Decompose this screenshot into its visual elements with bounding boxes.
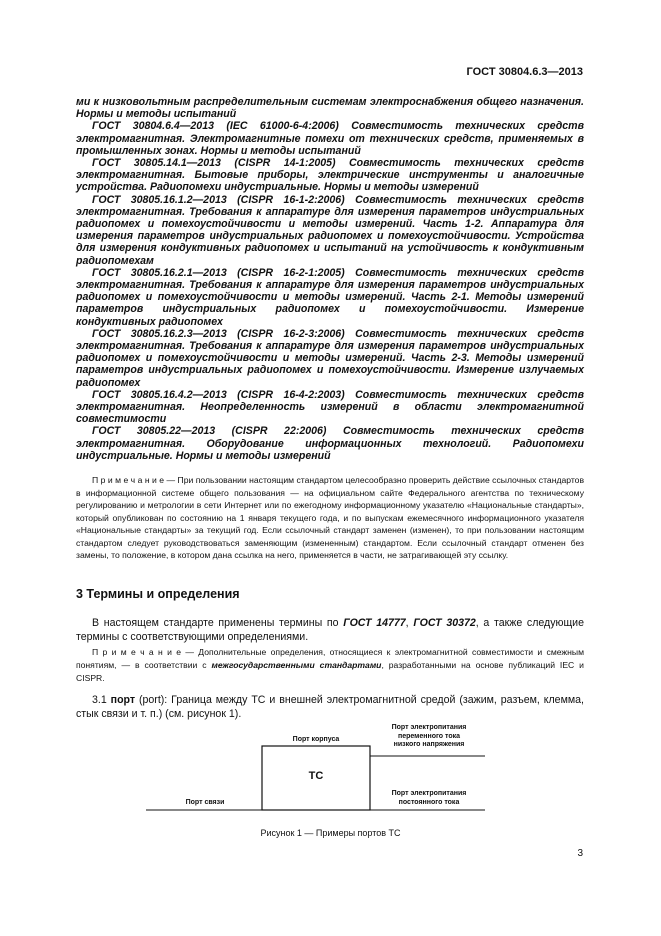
note-label: П р и м е ч а н и е — [92,475,176,485]
ac-port-label: Порт электропитания переменного тока низкого напряжения [391,724,467,748]
reference-item: ГОСТ 30805.16.4.2—2013 (CISPR 16-4-2:2003) Совместимость технических средств электромагнитная. Неопределенность измерений в области электромагнитной совместимости [76,388,584,426]
page-header: ГОСТ 30804.6.3—2013 [466,66,583,78]
reference-item: ГОСТ 30805.14.1—2013 (CISPR 14-1:2005) Совместимость технических средств электромагнитная. Бытовые приборы, электрические инструменты и аналогичные устройства. Радиопомехи индустриальные. Нормы и методы измерений [76,157,584,194]
note-emphasis: межгосударственными стандартами [211,660,382,670]
figure-caption: Рисунок 1 — Примеры портов ТС [260,828,401,838]
device-label: ТС [308,770,324,782]
reference-item: ГОСТ 30805.16.2.3—2013 (CISPR 16-2-3:2006) Совместимость технических средств электромагнитная. Требования к аппаратуре для измерения параметров индустриальных радиопомех и помехоустойчивости и методы измерений. Часть 2-3. Методы измерений параметров индустриальных радиопомех и помехоустойчивости. Измерение излучаемых радиопомех [76,327,584,389]
note-label: П р и м е ч а н и е — [92,647,194,657]
page-number: 3 [577,848,583,859]
reference-item: ГОСТ 30805.22—2013 (CISPR 22:2006) Совместимость технических средств электромагнитная. Оборудование информационных технологий. Радиопомехи индустриальные. Нормы и методы измерений [76,425,584,462]
enclosure-port-label: Порт корпуса [292,736,340,743]
term-number: 3.1 [92,694,107,706]
signal-port-label: Порт связи [185,799,225,806]
reference-item: ми к низковольтным распределительным системам электроснабжения общего назначения. Нормы и методы испытаний [76,96,584,121]
std-link-14777: ГОСТ 14777 [343,617,406,629]
note-definitions: П р и м е ч а н и е — Дополнительные определения, относящиеся к электромагнитной совместимости и смежным понятиям, — в соответствии с межгосударственными стандартами, разработанными на основе публикаций IEC и CISPR. [76,647,585,683]
section-heading: 3 Термины и определения [76,587,240,601]
reference-item: ГОСТ 30805.16.2.1—2013 (CISPR 16-2-1:2005) Совместимость технических средств электромагнитная. Требования к аппаратуре для измерения параметров индустриальных радиопомех и помехоустойчивости и методы измерений. Часть 2-1. Методы измерений параметров индустриальных радиопомех и помехоустойчивости. Измерение кондуктивных радиопомех [76,266,584,328]
reference-item: ГОСТ 30805.16.1.2—2013 (CISPR 16-1-2:2006) Совместимость технических средств электромагнитная. Требования к аппаратуре для измерения параметров индустриальных радиопомех и помехоустойчивости и методы измерений. Часть 1-2. Аппаратура для измерения параметров индустриальных радиопомех и помехоустойчивости. Устройства для измерения кондуктивных радиопомех и испытаний на устойчивость к кондуктивным радиопомехам [76,193,584,267]
reference-item: ГОСТ 30804.6.4—2013 (IEC 61000-6-4:2006) Совместимость технических средств электромагнитная. Электромагнитные помехи от технических средств, применяемых в промышленных зонах. Нормы и методы испытаний [76,120,584,157]
term-definition: (port): Граница между ТС и внешней электромагнитной средой (зажим, разъем, клемма, стык связи и т. п.) (см. рисунок 1). [76,694,584,720]
std-link-30372: ГОСТ 30372 [413,617,476,629]
section-intro: В настоящем стандарте применены термины по ГОСТ 14777, ГОСТ 30372, а также следующие термины с соответствующими определениями. [76,617,584,643]
note-text: При пользовании настоящим стандартом целесообразно проверить действие ссылочных стандартов в информационной системе общего пользования — на официальном сайте Федерального агентства по техническому регулированию и метрологии в сети Интернет или по ежегодному информационному указателю «Национальные стандарты», который опубликован по состоянию на 1 января текущего года, и по выпускам ежемесячного информационного указателя «Национальные стандарты» за текущий год. Если ссылочный стандарт заменен (изменен), то при пользовании настоящим стандартом следует руководствоваться заменяющим (измененным) стандартом. Если ссылочный стандарт отменен без замены, то положение, в котором дана ссылка на него, применяется в части, не затрагивающей эту ссылку. [76,475,585,560]
term-word: порт [110,694,136,706]
dc-port-label: Порт электропитания постоянного тока [391,790,467,806]
